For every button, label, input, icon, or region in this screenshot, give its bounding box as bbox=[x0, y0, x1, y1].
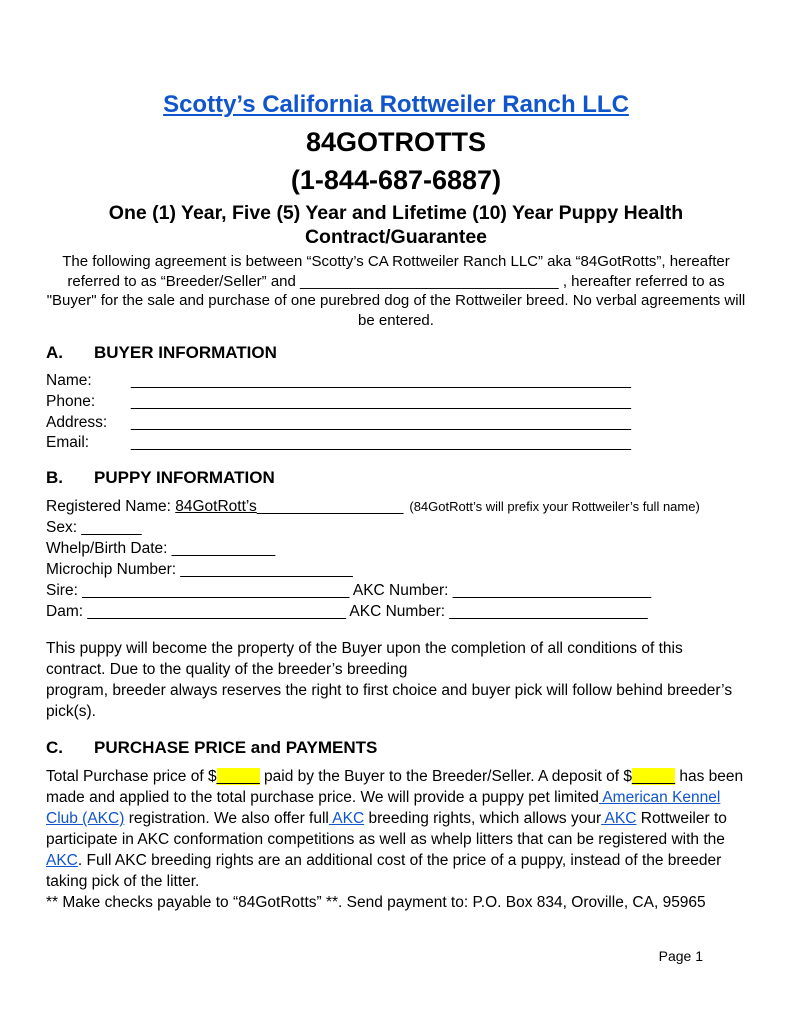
whelp-date-row bbox=[46, 538, 746, 559]
buyer-name-line: __________________________________________________________ bbox=[131, 372, 631, 389]
intro-paragraph bbox=[46, 252, 746, 330]
section-a-letter: A. bbox=[46, 343, 63, 362]
brand-name: 84GOTROTTS bbox=[305, 127, 487, 157]
dam-row bbox=[46, 601, 746, 622]
purchase-text-5: breeding rights, which allows your bbox=[364, 810, 602, 828]
ranch-title-link[interactable]: Scotty’s California Rottweiler Ranch LLC bbox=[163, 91, 629, 118]
sire-blank: _______________________________ bbox=[82, 582, 350, 600]
purchase-text-6: Rottweiler to participate in AKC conformation competitions as well as whelp litters that can be registered with the bbox=[46, 810, 727, 849]
registered-name-note: (84GotRott’s will prefix your Rottweiler’s full name) bbox=[409, 499, 700, 515]
contract-subtitle: One (1) Year, Five (5) Year and Lifetime (10) Year Puppy Health Contract/Guarantee bbox=[108, 202, 684, 248]
akc-club-link[interactable]: American Kennel Club (AKC) bbox=[46, 789, 721, 828]
sire-label: Sire: bbox=[46, 582, 83, 600]
dam-akc-label: AKC Number: bbox=[345, 603, 450, 621]
payment-instructions: ** Make checks payable to “84GotRotts” **. Send payment to: P.O. Box 834, Oroville, CA, 95965 bbox=[46, 894, 706, 912]
intro-text-before: The following agreement is between “Scotty’s CA Rottweiler Ranch LLC” aka “84GotRotts”, hereafter referred to as “Breeder/Seller” and bbox=[62, 253, 730, 290]
purchase-text-7: . Full AKC breeding rights are an additional cost of the price of a puppy, instead of the breeder taking pick of the litter. bbox=[46, 852, 722, 891]
microchip-blank: ____________________ bbox=[180, 561, 353, 579]
buyer-phone-row bbox=[46, 392, 746, 413]
intro-text-after: , hereafter referred to as "Buyer" for the sale and purchase of one purebred dog of the Rottweiler breed. No verbal agreements will be entered. bbox=[46, 272, 746, 329]
registered-name-label: Registered Name: bbox=[46, 498, 176, 516]
sex-label: Sex: bbox=[46, 519, 82, 537]
akc-link-full[interactable]: AKC bbox=[328, 810, 365, 828]
sire-akc-label: AKC Number: bbox=[349, 582, 453, 600]
ownership-paragraph bbox=[46, 638, 746, 722]
buyer-name-row bbox=[46, 371, 746, 392]
buyer-phone-label: Phone: bbox=[46, 392, 96, 410]
akc-link-registered[interactable]: AKC bbox=[46, 852, 78, 870]
buyer-email-row bbox=[46, 433, 746, 454]
section-b-letter: B. bbox=[46, 468, 63, 488]
sex-row bbox=[46, 517, 746, 538]
dam-blank: ______________________________ bbox=[87, 603, 346, 621]
section-a-heading bbox=[46, 343, 746, 363]
whelp-date-blank: ____________ bbox=[171, 540, 276, 558]
section-b-heading bbox=[46, 468, 746, 488]
buyer-name-label: Name: bbox=[46, 372, 92, 389]
sire-akc-blank: _______________________ bbox=[452, 582, 652, 600]
sex-blank: _______ bbox=[81, 519, 142, 537]
buyer-name-blank: _______________________________ bbox=[300, 272, 559, 290]
microchip-label: Microchip Number: bbox=[46, 561, 181, 579]
buyer-email-label: Email: bbox=[46, 434, 90, 452]
buyer-fields bbox=[46, 371, 746, 454]
section-c-letter: C. bbox=[46, 738, 63, 758]
microchip-row bbox=[46, 559, 746, 580]
sire-row bbox=[46, 580, 746, 601]
buyer-address-label: Address: bbox=[46, 413, 108, 431]
purchase-text-1: Total Purchase price of $ bbox=[46, 768, 217, 786]
section-b-title: PUPPY INFORMATION bbox=[94, 468, 275, 488]
deposit-highlight-blank: _____ bbox=[631, 768, 676, 786]
registered-name-prefix: 84GotRott’s bbox=[175, 498, 257, 516]
registered-name-blank: _________________ bbox=[256, 498, 404, 516]
section-a-title: BUYER INFORMATION bbox=[94, 343, 277, 362]
dam-label: Dam: bbox=[46, 603, 88, 621]
section-c-title: PURCHASE PRICE and PAYMENTS bbox=[94, 738, 378, 758]
whelp-date-label: Whelp/Birth Date: bbox=[46, 540, 172, 558]
buyer-address-line: __________________________________________________________ bbox=[131, 413, 631, 431]
akc-link-your[interactable]: AKC bbox=[601, 810, 637, 828]
registered-name-row bbox=[46, 496, 746, 517]
buyer-phone-line: __________________________________________________________ bbox=[131, 392, 631, 410]
ownership-paragraph-line2: program, breeder always reserves the right to first choice and buyer pick will follow behind breeder’s pick(s). bbox=[46, 682, 733, 721]
section-c-heading bbox=[46, 738, 746, 758]
purchase-text-2: paid by the Buyer to the Breeder/Seller. A deposit of $ bbox=[259, 768, 632, 786]
buyer-address-row bbox=[46, 413, 746, 434]
puppy-fields bbox=[46, 496, 746, 622]
purchase-text-3: has been made and applied to the total purchase price. We will provide a puppy pet limited bbox=[46, 768, 744, 807]
buyer-email-line: __________________________________________________________ bbox=[131, 434, 631, 452]
purchase-paragraph bbox=[46, 766, 746, 892]
phone-number: (1-844-687-6887) bbox=[290, 165, 502, 195]
dam-akc-blank: _______________________ bbox=[449, 603, 648, 621]
purchase-text-4: registration. We also offer full bbox=[124, 810, 329, 828]
page-number: Page 1 bbox=[658, 948, 703, 964]
price-highlight-blank: _____ bbox=[216, 768, 260, 786]
ownership-paragraph-line1: This puppy will become the property of the Buyer upon the completion of all conditions of this contract. Due to the quality of the breeder’s breeding bbox=[46, 640, 683, 679]
